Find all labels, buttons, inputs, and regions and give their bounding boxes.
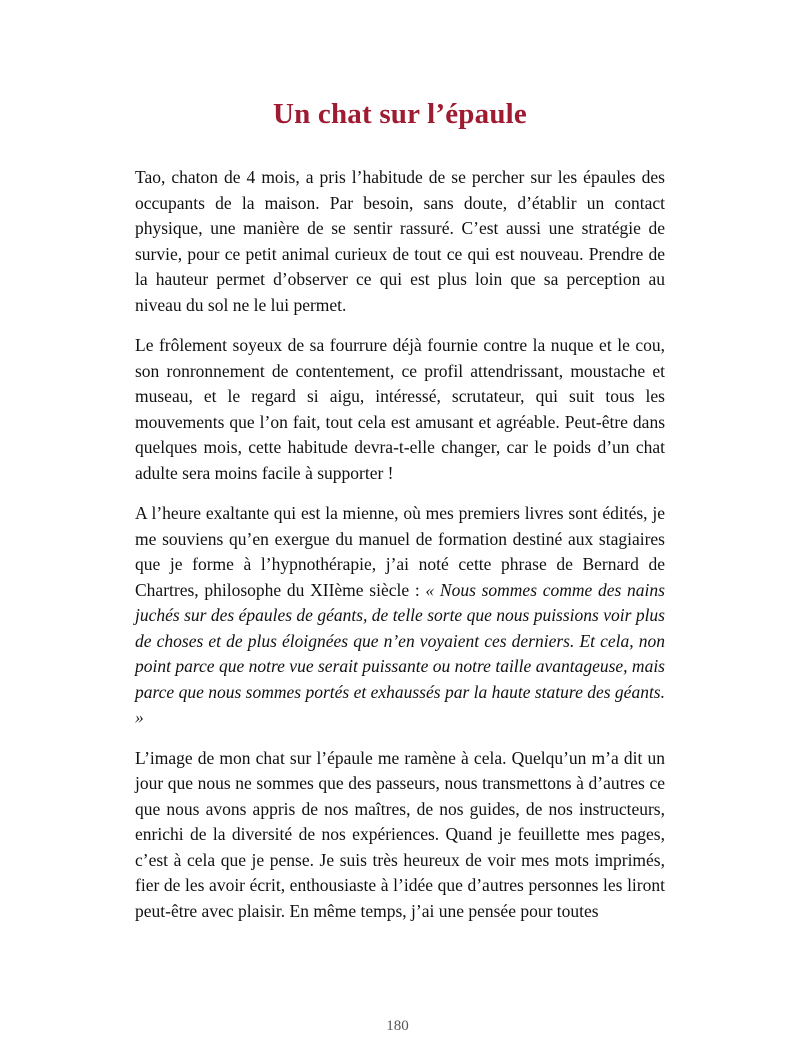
paragraph-4: L’image de mon chat sur l’épaule me ramène à cela. Quelqu’un m’a dit un jour que nous ne sommes que des passeurs, nous transmettons à d’autres ce que nous avons appris de nos maîtres, de nos guides, de nos instructeurs, enrichi de la diversité de nos expériences. Quand je feuillette mes pages, c’est à cela que je pense. Je suis très heureux de voir mes mots imprimés, fier de les avoir écrit, enthousiaste à l’idée que d’autres personnes les liront peut-être avec plaisir. En même temps, j’ai une pensée pour toutes bbox=[135, 747, 665, 921]
page-title: Un chat sur l’épaule bbox=[272, 98, 527, 130]
paragraph-1: Tao, chaton de 4 mois, a pris l’habitude de se percher sur les épaules des occupants de la maison. Par besoin, sans doute, d’établir un contact physique, une manière de se sentir rassuré. C’est aussi une stratégie de survie, pour ce petit animal curieux de tout ce qui est nouveau. Prendre de la hauteur permet d’observer ce qui est plus loin que sa perception au niveau du sol ne le lui permet. bbox=[135, 167, 665, 315]
paragraph-3 bbox=[135, 501, 665, 731]
page-number: 180 bbox=[386, 1018, 409, 1034]
paragraph-3-quote: « Nous sommes comme des nains juchés sur des épaules de géants, de telle sorte que nous puissions voir plus de choses et de plus éloignées que n’en voyaient ces derniers. Et cela, non point parce que notre vue serait puissante ou notre taille avantageuse, mais parce que nous sommes portés et exhaussés par la haute stature des géants. » bbox=[135, 579, 665, 727]
document-body bbox=[135, 165, 665, 924]
paragraph-2: Le frôlement soyeux de sa fourrure déjà fournie contre la nuque et le cou, son ronronnement de contentement, ce profil attendrissant, moustache et museau, et le regard si aigu, intéressé, scrutateur, qui suit tous les mouvements que l’on fait, tout cela est amusant et agréable. Peut-être dans quelques mois, cette habitude devra-t-elle changer, car le poids d’un chat adulte sera moins facile à supporter ! bbox=[135, 335, 665, 483]
paragraph-3-intro: A l’heure exaltante qui est la mienne, où mes premiers livres sont édités, je me souviens qu’en exergue du manuel de formation destiné aux stagiaires que je forme à l’hypnothérapie, j’ai noté cette phrase de Bernard de Chartres, philosophe du XIIème siècle : bbox=[135, 503, 665, 600]
